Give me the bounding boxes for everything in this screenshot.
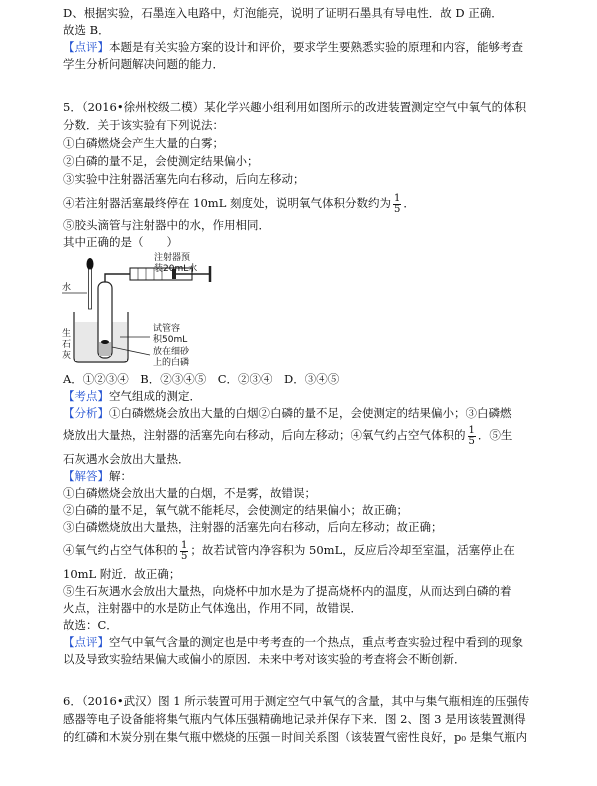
fenxi-text: ①白磷燃烧会放出大量的白烟②白磷的量不足，会使测定的结果偏小；③白磷燃 [109,406,512,420]
statement-5: ⑤胶头滴管与注射器中的水，作用相同． [63,218,270,232]
comment-text: 本题是有关实验方案的设计和评价，要求学生要熟悉实验的原理和内容，能够考查 [109,40,523,54]
sand [99,342,111,356]
jieda-tag: 【解答】 [63,469,109,483]
fraction-numerator: 1 [181,539,188,551]
apparatus-figure [60,252,310,370]
water-label: 水 [62,283,72,293]
solution-6: ⑤生石灰遇水会放出大量热，向烧杯中加水是为了提高烧杯内的温度，从而达到白磷的着 [63,584,512,598]
connecting-tube [105,274,130,282]
dianping-line [63,635,577,650]
dropper-bulb [87,258,94,270]
statement-2: ②白磷的量不足，会使测定结果偏小； [63,154,259,168]
fraction-denominator: 5 [181,550,188,562]
lime-label-3: 灰 [62,351,72,361]
jieda-text: 解： [109,469,132,483]
solution-4-end: ；故若试管内净容积为 50mL，反应后冷却至室温，活塞停止在 [190,543,515,557]
solution-5: 10mL 附近．故正确； [63,567,181,581]
text-line: 学生分析问题解决问题的能力． [63,57,224,71]
statement-3: ③实验中注射器活塞先向右移动，后向左移动； [63,172,305,186]
dianping-text: 空气中氧气含量的测定也是中考考查的一个热点，重点考查实验过程中看到的现象 [109,635,523,649]
fraction-numerator: 1 [468,424,475,436]
fraction [393,194,401,215]
fraction [468,426,476,447]
solution-3: ③白磷燃烧放出大量热，注射器的活塞先向右移动，后向左移动；故正确； [63,520,443,534]
solution-7: 火点，注射器中的水是防止气体逸出，作用不同，故错误． [63,601,362,615]
fenxi-text-2-end: ．⑤生 [477,428,513,442]
syringe-label-1: 注射器预 [154,253,191,263]
jieda-line [63,469,577,484]
statement-4-text: ④若注射器活塞最终停在 10mL 刻度处，说明氧气体积分数约为 [63,196,391,210]
solution-1: ①白磷燃烧会放出大量的白烟，不是雾，故错误； [63,486,316,500]
tube-label-1: 试管容 [153,324,181,334]
fenxi-line-3: 石灰遇水会放出大量热． [63,452,190,466]
q6-line-3: 的红磷和木炭分别在集气瓶中燃烧的压强－时间关系图（该装置气密性良好，p₀ 是集气瓶内 [63,730,528,744]
q6-line-1: 6．（2016•武汉）图 1 所示装置可用于测定空气中氧气的含量，其中与集气瓶相连的压强传 [63,694,530,708]
white-phosphorus [101,340,109,344]
statement-4-end: ． [403,196,415,210]
fraction-numerator: 1 [393,192,401,204]
kaodian-line [63,389,577,404]
lime-label-1: 生 [62,329,72,339]
fenxi-line [63,406,577,421]
comment-tag: 【点评】 [63,40,109,54]
tube-label-2: 积50mL [153,335,188,345]
fraction-denominator: 5 [393,203,401,215]
fraction [180,541,188,562]
kaodian-text: 空气组成的测定． [109,389,201,403]
question-stem: 分数．关于该实验有下列说法： [63,118,224,132]
lime-label-2: 石 [62,340,72,350]
kaodian-tag: 【考点】 [63,389,109,403]
text-line: 故选 B． [63,23,110,37]
q6-line-2: 感器等电子设备能将集气瓶内气体压强精确地记录并保存下来．图 2、图 3 是用该装置测得 [63,712,526,726]
statement-1: ①白磷燃烧会产生大量的白雾； [63,136,224,150]
fenxi-line-2 [63,425,577,447]
fraction-denominator: 5 [468,435,475,447]
question-stem: 5．（2016•徐州校级二模）某化学兴趣小组利用如图所示的改进装置测定空气中氧气的体积 [63,100,527,114]
syringe-label-2: 装20mL水 [154,264,198,274]
fenxi-tag: 【分析】 [63,406,109,420]
solution-4 [63,540,577,562]
answer-options: A．①②③④ B．②③④⑤ C．②③④ D．③④⑤ [63,372,340,386]
statement-4 [63,193,577,215]
solution-2: ②白磷的量不足，氧气就不能耗尽，会使测定的结果偏小；故正确； [63,503,408,517]
fenxi-text-2: 烧放出大量热，注射器的活塞先向右移动，后向左移动；④氧气约占空气体积的 [63,428,466,442]
apparatus-diagram [60,252,310,370]
comment-line [63,40,577,55]
dianping-line-2: 以及导致实验结果偏大或偏小的原因．未来中考对该实验的考查将会不断创新． [63,652,466,666]
solution-4-text: ④氧气约占空气体积的 [63,543,178,557]
text-line: D、根据实验，石墨连入电路中，灯泡能亮，说明了证明石墨具有导电性．故 D 正确． [63,6,503,20]
dropper-tube [89,269,92,309]
sand-label-2: 上的白磷 [153,358,190,368]
sand-label-1: 放在细砂 [153,347,190,357]
dianping-tag: 【点评】 [63,635,109,649]
question-ask: 其中正确的是（ ） [63,235,178,249]
answer-line: 故选：C． [63,618,118,632]
